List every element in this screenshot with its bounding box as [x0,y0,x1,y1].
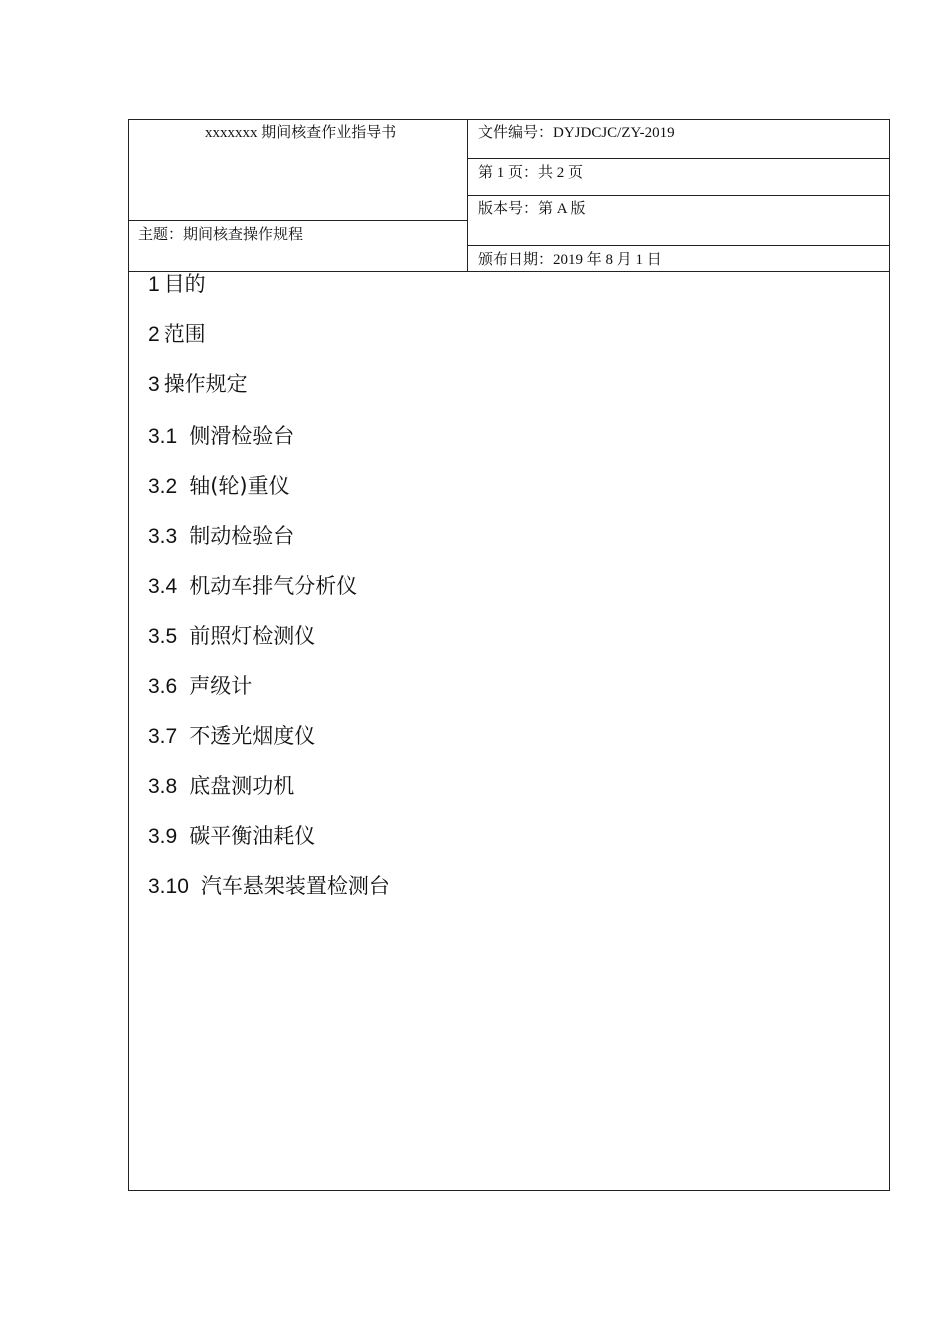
section-item [148,773,294,800]
section-number: 3.3 [148,525,178,548]
header-row-divider-1 [467,158,890,159]
section-number: 1 [148,273,160,296]
section-number: 3.5 [148,625,178,648]
section-item [148,473,290,500]
section-number: 2 [148,323,160,346]
section-number: 3.1 [148,425,178,448]
section-item [148,823,315,850]
section-item [148,371,248,398]
section-item [148,873,390,900]
section-number: 3.4 [148,575,178,598]
version-number: 版本号：第 A 版 [478,201,586,217]
section-label: 机动车排气分析仪 [189,574,358,598]
publish-date: 颁布日期：2019 年 8 月 1 日 [478,252,662,268]
header-bottom-border [128,271,890,272]
page-info: 第 1 页：共 2 页 [478,165,584,181]
section-item [148,523,294,550]
section-label: 不透光烟度仪 [189,724,316,748]
section-label: 碳平衡油耗仪 [189,824,316,848]
section-label: 轴(轮)重仪 [189,474,290,498]
section-label: 操作规定 [163,372,248,396]
section-item [148,271,206,298]
section-number: 3 [148,373,160,396]
section-number: 3.2 [148,475,178,498]
section-label: 范围 [163,322,206,346]
section-label: 制动检验台 [189,524,295,548]
section-item [148,623,315,650]
section-item [148,423,294,450]
section-number: 3.8 [148,775,178,798]
section-item [148,321,206,348]
header-row-divider-2 [467,195,890,196]
section-item [148,723,315,750]
section-label: 汽车悬架装置检测台 [200,874,390,898]
section-label: 底盘测功机 [189,774,295,798]
section-label: 侧滑检验台 [189,424,295,448]
section-label: 前照灯检测仪 [189,624,316,648]
section-item [148,573,357,600]
section-number: 3.10 [148,875,189,898]
section-label: 声级计 [189,674,253,698]
document-frame [128,119,890,1191]
section-number: 3.7 [148,725,178,748]
section-number: 3.6 [148,675,178,698]
file-number: 文件编号：DYJDCJC/ZY-2019 [478,125,675,141]
section-item [148,673,252,700]
header-row-divider-3 [467,245,890,246]
subject: 主题：期间核查操作规程 [138,227,304,243]
section-label: 目的 [163,272,206,296]
document-title: xxxxxxx 期间核查作业指导书 [205,125,397,141]
header-left-divider [128,220,468,221]
section-number: 3.9 [148,825,178,848]
